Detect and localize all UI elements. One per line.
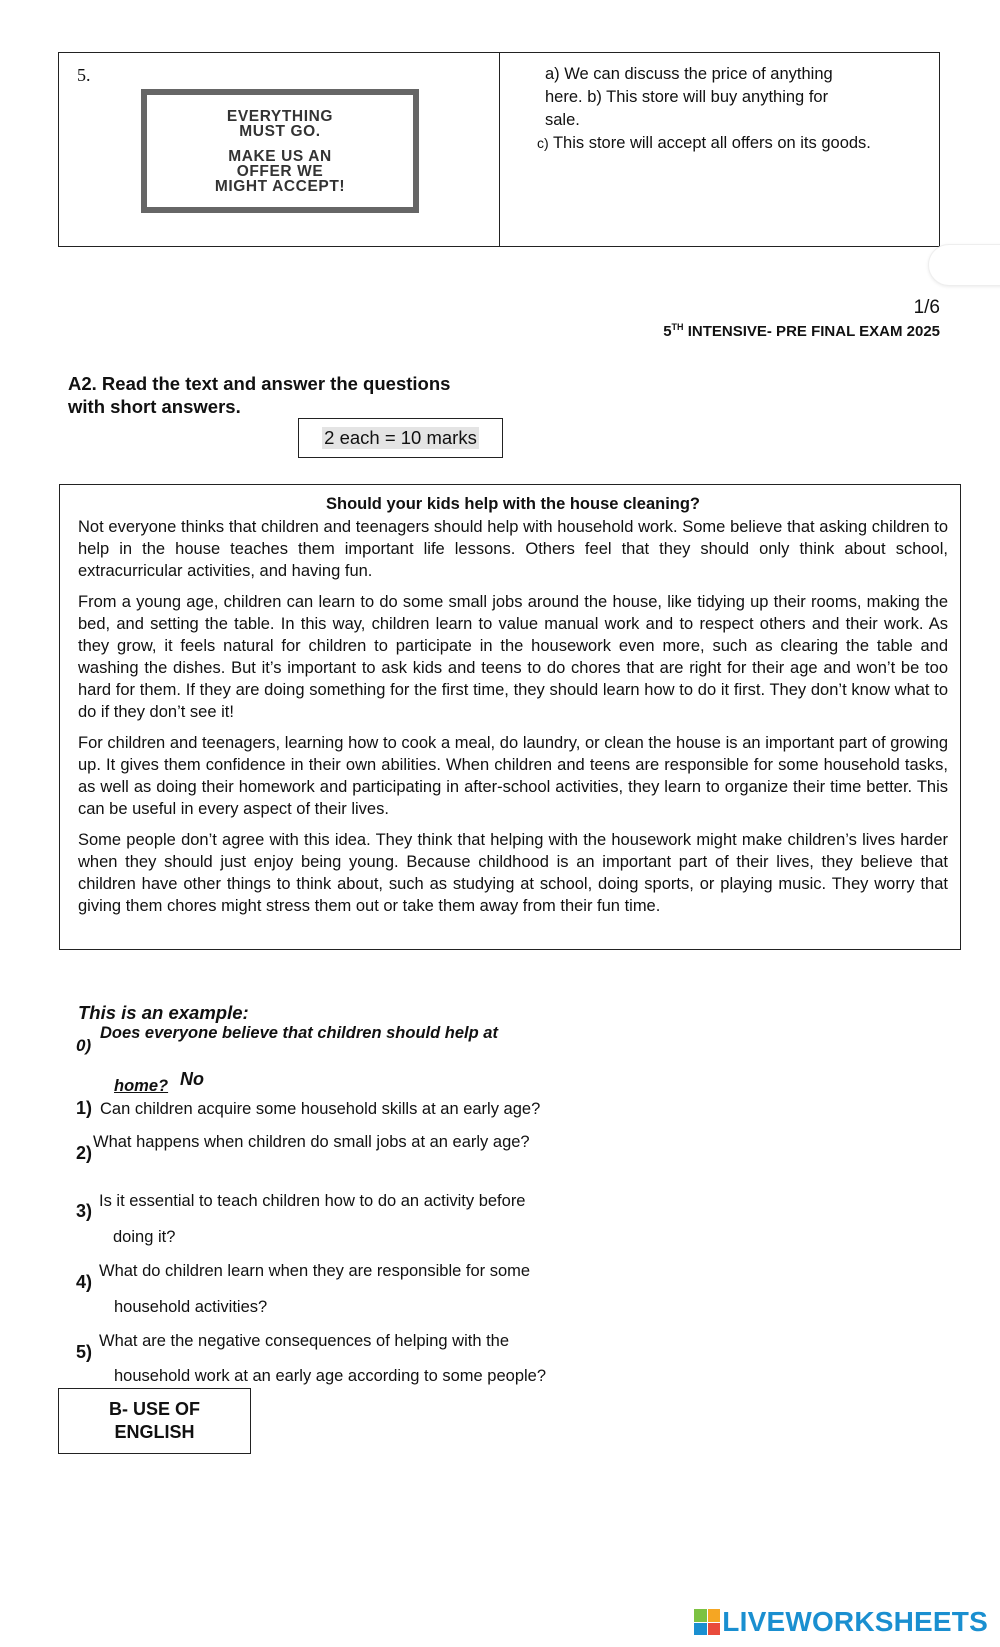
question-text: Is it essential to teach children how to do an activity before: [99, 1192, 526, 1210]
question-text: What are the negative consequences of helping with the: [99, 1332, 510, 1350]
sign-line: MUST GO.: [239, 122, 321, 140]
passage-paragraph: For children and teenagers, learning how to cook a meal, do laundry, or clean the house is an important part of growing up. It gives them confidence in their own abilities. When children and teens are responsible for some household tasks, as well as doing their homework and participating in after-school activities, they learn to organize their time better. This can be useful in every aspect of their lives.: [78, 734, 948, 818]
option-line: a) We can discuss the price of anything: [545, 65, 833, 83]
question-5-number: 5.: [77, 65, 91, 85]
example-question-end: home?: [114, 1077, 169, 1095]
section-b-heading: [58, 1388, 251, 1454]
section-b-line: ENGLISH: [114, 1422, 195, 1442]
question-text-continued: household work at an early age according to some people?: [114, 1367, 547, 1385]
option-line: sale.: [545, 111, 580, 129]
question-number: 3): [76, 1201, 93, 1221]
sign-line: MAKE US AN: [228, 147, 332, 165]
question-text-continued: doing it?: [113, 1228, 176, 1246]
instruction-line: A2. Read the text and answer the questions: [68, 373, 451, 394]
question-number: 2): [76, 1143, 93, 1163]
side-tab: [928, 244, 1000, 286]
option-line: here. b) This store will buy anything for: [545, 88, 829, 106]
instruction-line: with short answers.: [68, 396, 241, 417]
passage-paragraph: Some people don’t agree with this idea. They think that helping with the housework might make children’s lives harder when they should just enjoy being young. Because childhood is an important part of their lives, they believe that children have other things to think about, such as studying at school, doing sports, or playing music. They worry that giving them chores might stress them out or take them away from their fun time.: [78, 831, 948, 915]
passage-title: Should your kids help with the house cleaning?: [325, 495, 701, 513]
question-text: Can children acquire some household skills at an early age?: [100, 1100, 541, 1118]
exam-sup: TH: [671, 322, 684, 332]
example-number: 0): [76, 1036, 92, 1055]
liveworksheets-logo-icon: [694, 1609, 720, 1635]
question-5-options: [537, 63, 917, 155]
liveworksheets-logo[interactable]: [694, 1606, 988, 1638]
sign-line: OFFER WE: [236, 162, 324, 180]
question-text: What do children learn when they are responsible for some: [99, 1262, 531, 1280]
example-heading: This is an example:: [78, 1002, 249, 1023]
a2-instruction: [68, 372, 488, 418]
question-text: What happens when children do small jobs at an early age?: [93, 1133, 530, 1151]
section-b-line: B- USE OF: [108, 1399, 200, 1419]
exam-prefix: 5: [663, 323, 672, 340]
store-sign-image: [141, 89, 419, 213]
question-text-continued: household activities?: [114, 1298, 268, 1316]
question-number: 4): [76, 1272, 93, 1292]
sign-line: MIGHT ACCEPT!: [214, 177, 346, 195]
table-divider: [499, 53, 500, 246]
marks-box: [298, 418, 503, 458]
exam-rest: INTENSIVE- PRE FINAL EXAM 2025: [683, 323, 940, 340]
logo-text: LIVEWORKSHEETS: [722, 1606, 988, 1637]
question-number: 5): [76, 1342, 93, 1362]
option-c: [537, 132, 917, 155]
option-c-letter: c): [537, 135, 549, 151]
page-number: 1/6: [913, 297, 940, 318]
reading-passage: [59, 484, 961, 950]
sign-line: EVERYTHING: [226, 107, 334, 125]
example-question: Does everyone believe that children should help at: [100, 1024, 498, 1042]
exam-title: [663, 322, 940, 340]
passage-paragraph: From a young age, children can learn to do some small jobs around the house, like tidying up their rooms, making the bed, and setting the table. In this way, children learn to value manual work and to respect others and their work. As they grow, it feels natural for children to participate in the housework even more, such as clearing the table and washing the dishes. But it’s important to ask kids and teens to do chores that are right for their age and won’t be too hard for them. If they are doing something for the first time, they should learn how to do it first. They don’t know what to do if they don’t see it!: [78, 593, 948, 721]
example-answer: No: [180, 1069, 204, 1089]
question-number: 1): [76, 1098, 93, 1118]
marks-text: 2 each = 10 marks: [324, 427, 477, 448]
option-c-text: This store will accept all offers on its goods.: [548, 134, 871, 152]
passage-paragraph: Not everyone thinks that children and teenagers should help with household work. Some believe that asking children to help in the house teaches them important life lessons. Others feel that they should only think about school, extracurricular activities, and having fun.: [78, 518, 948, 580]
question-5-table: [58, 52, 940, 247]
